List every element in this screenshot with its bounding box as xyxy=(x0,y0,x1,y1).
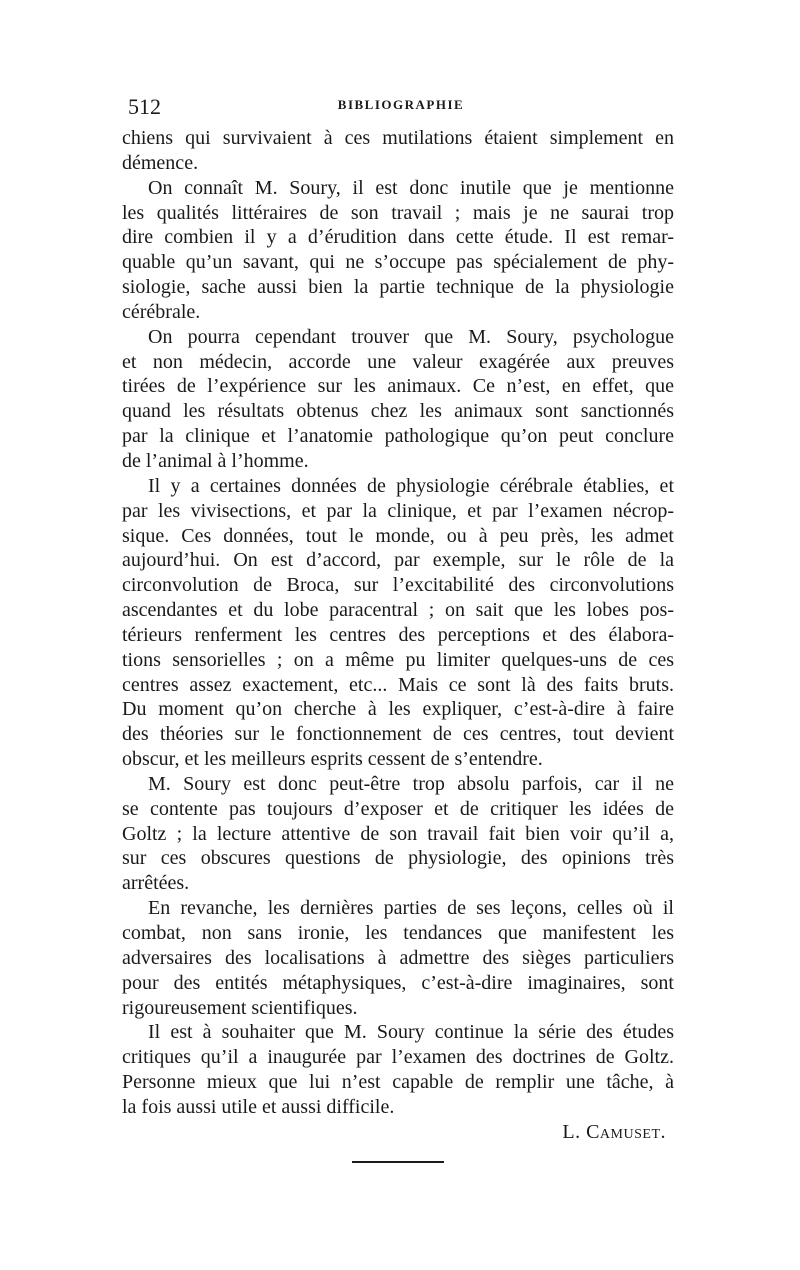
text-line: Goltz ; la lecture attentive de son travail fait bien voir qu’il a, xyxy=(122,822,674,845)
paragraph xyxy=(122,474,674,772)
text-line: obscur, et les meilleurs esprits cessent de s’entendre. xyxy=(122,748,543,771)
text-line: tions sensorielles ; on a même pu limiter quelques-uns de ces xyxy=(122,648,674,671)
text-line: arrêtées. xyxy=(122,872,190,895)
paragraph xyxy=(122,176,674,325)
text-line: dire combien il y a d’érudition dans cette étude. Il est remar- xyxy=(122,226,674,249)
text-line: térieurs renferment les centres des perceptions et des élabora- xyxy=(122,623,674,646)
text-line: quand les résultats obtenus chez les animaux sont sanctionnés xyxy=(122,400,674,423)
text-line: sique. Ces données, tout le monde, ou à peu près, les admet xyxy=(122,524,674,547)
text-line: circonvolution de Broca, sur l’excitabilité des circonvolutions xyxy=(122,574,674,597)
text-line: Personne mieux que lui n’est capable de remplir une tâche, à xyxy=(122,1071,674,1094)
text-line: critiques qu’il a inaugurée par l’examen des doctrines de Goltz. xyxy=(122,1046,674,1069)
body-text xyxy=(122,126,674,1145)
text-line: pour des entités métaphysiques, c’est-à-dire imaginaires, sont xyxy=(122,971,674,994)
text-line: aujourd’hui. On est d’accord, par exemple, sur le rôle de la xyxy=(122,549,674,572)
text-line: ascendantes et du lobe paracentral ; on sait que les lobes pos- xyxy=(122,599,674,622)
text-line: adversaires des localisations à admettre des sièges particuliers xyxy=(122,946,674,969)
text-line: les qualités littéraires de son travail ; mais je ne saurai trop xyxy=(122,201,674,224)
paragraph xyxy=(122,1020,674,1119)
text-line: quable qu’un savant, qui ne s’occupe pas spécialement de phy- xyxy=(122,251,674,274)
text-line: tirées de l’expérience sur les animaux. Ce n’est, en effet, que xyxy=(122,375,674,398)
text-line: centres assez exactement, etc... Mais ce sont là des faits bruts. xyxy=(122,673,674,696)
text-line: sur ces obscures questions de physiologie, des opinions très xyxy=(122,847,674,870)
text-line: M. Soury est donc peut-être trop absolu parfois, car il ne xyxy=(148,772,674,795)
text-line: chiens qui survivaient à ces mutilations étaient simplement en xyxy=(122,127,674,149)
text-line: Du moment qu’on cherche à les expliquer, c’est-à-dire à faire xyxy=(122,698,674,721)
text-line: par la clinique et l’anatomie pathologique qu’on peut conclure xyxy=(122,425,674,448)
text-line: la fois aussi utile et aussi difficile. xyxy=(122,1095,395,1118)
text-line: En revanche, les dernières parties de ses leçons, celles où il xyxy=(148,897,674,920)
text-line: de l’animal à l’homme. xyxy=(122,449,309,472)
text-line: cérébrale. xyxy=(122,300,201,323)
text-line: Il est à souhaiter que M. Soury continue la série des études xyxy=(148,1021,674,1044)
paragraph xyxy=(122,325,674,474)
text-line: et non médecin, accorde une valeur exagérée aux preuves xyxy=(122,350,674,373)
text-line: se contente pas toujours d’exposer et de critiquer les idées de xyxy=(122,797,674,820)
text-line: On pourra cependant trouver que M. Soury, psychologue xyxy=(148,325,674,348)
text-line: On connaît M. Soury, il est donc inutile que je mentionne xyxy=(148,176,674,199)
text-line: par les vivisections, et par la clinique, et par l’examen nécrop- xyxy=(122,499,674,522)
running-title: BIBLIOGRAPHIE xyxy=(337,97,465,112)
text-line: siologie, sache aussi bien la partie technique de la physiologie xyxy=(122,276,674,299)
text-line: rigoureusement scientifiques. xyxy=(122,996,358,1019)
paragraph xyxy=(122,896,674,1020)
paragraph xyxy=(122,126,674,176)
end-rule xyxy=(352,1161,444,1163)
page-header xyxy=(128,94,674,120)
text-line: des théories sur le fonctionnement de ces centres, tout devient xyxy=(122,723,674,746)
author-signature: L. Camuset. xyxy=(562,1120,666,1143)
paragraph xyxy=(122,772,674,896)
text-line: démence. xyxy=(122,151,199,174)
page-number: 512 xyxy=(128,94,161,119)
text-line: Il y a certaines données de physiologie cérébrale établies, et xyxy=(148,474,674,497)
text-line: combat, non sans ironie, les tendances que manifestent les xyxy=(122,922,674,944)
